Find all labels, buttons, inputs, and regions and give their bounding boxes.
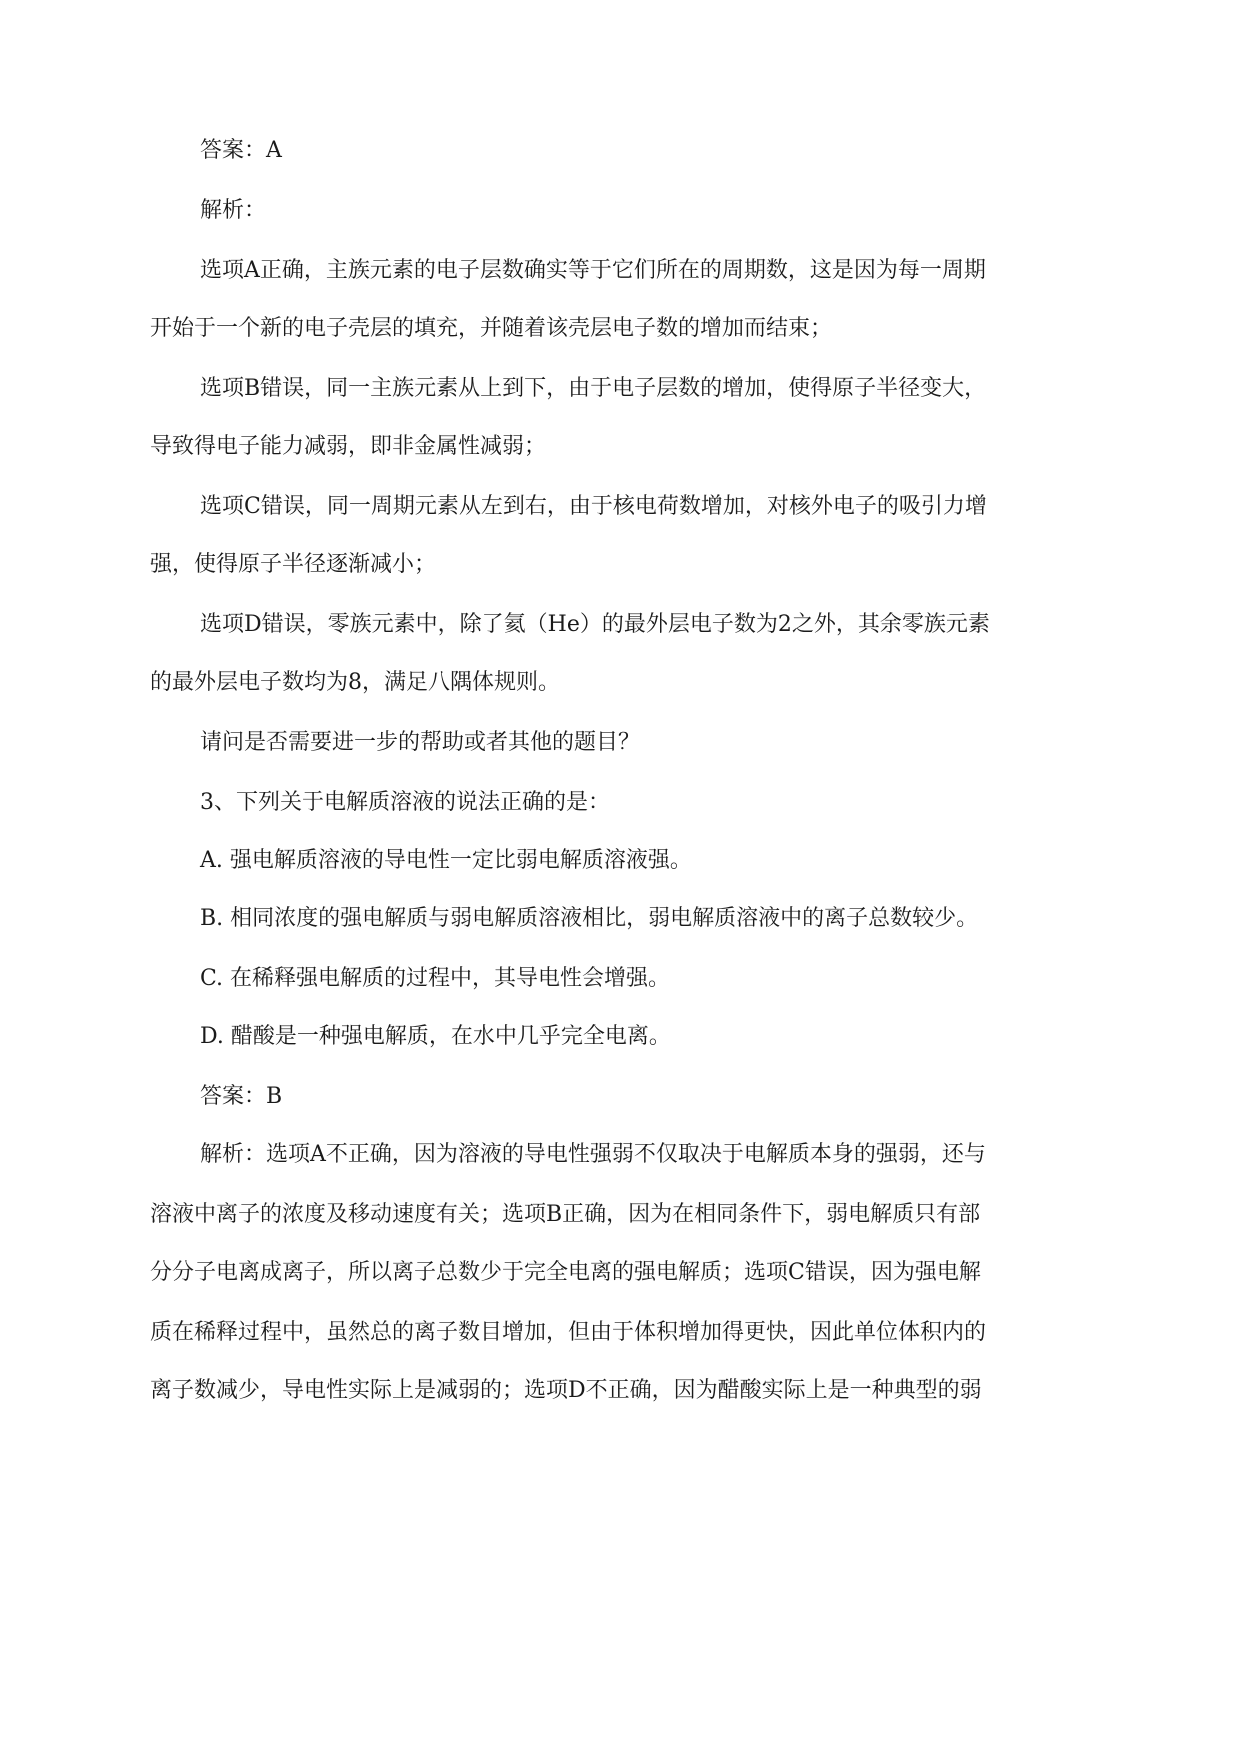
option-d: D. 醋酸是一种强电解质，在水中几乎完全电离。 bbox=[200, 1024, 671, 1049]
paragraph-line: 强，使得原子半径逐渐减小； bbox=[150, 552, 437, 577]
paragraph-line: 选项A正确，主族元素的电子层数确实等于它们所在的周期数，这是因为每一周期 bbox=[200, 258, 986, 283]
paragraph-line: 选项C错误，同一周期元素从左到右，由于核电荷数增加，对核外电子的吸引力增 bbox=[200, 494, 987, 519]
analysis-label-1: 解析： bbox=[200, 198, 267, 223]
followup-question: 请问是否需要进一步的帮助或者其他的题目？ bbox=[200, 730, 641, 755]
answer-label-1: 答案：A bbox=[200, 138, 282, 163]
analysis-line: 质在稀释过程中，虽然总的离子数目增加，但由于体积增加得更快，因此单位体积内的 bbox=[150, 1320, 987, 1345]
option-a: A. 强电解质溶液的导电性一定比弱电解质溶液强。 bbox=[200, 848, 692, 873]
paragraph-line: 的最外层电子数均为8，满足八隅体规则。 bbox=[150, 670, 560, 695]
analysis-line: 解析：选项A不正确，因为溶液的导电性强弱不仅取决于电解质本身的强弱，还与 bbox=[200, 1142, 986, 1167]
analysis-line: 离子数减少，导电性实际上是减弱的；选项D不正确，因为醋酸实际上是一种典型的弱 bbox=[150, 1378, 982, 1403]
analysis-line: 溶液中离子的浓度及移动速度有关；选项B正确，因为在相同条件下，弱电解质只有部 bbox=[150, 1202, 981, 1227]
option-b: B. 相同浓度的强电解质与弱电解质溶液相比，弱电解质溶液中的离子总数较少。 bbox=[200, 906, 979, 931]
paragraph-line: 选项B错误，同一主族元素从上到下，由于电子层数的增加，使得原子半径变大， bbox=[200, 376, 987, 401]
paragraph-line: 开始于一个新的电子壳层的填充，并随着该壳层电子数的增加而结束； bbox=[150, 316, 833, 341]
paragraph-line: 导致得电子能力减弱，即非金属性减弱； bbox=[150, 434, 547, 459]
question-stem: 3、下列关于电解质溶液的说法正确的是： bbox=[200, 790, 610, 815]
analysis-line: 分分子电离成离子，所以离子总数少于完全电离的强电解质；选项C错误，因为强电解 bbox=[150, 1260, 981, 1285]
option-c: C. 在稀释强电解质的过程中，其导电性会增强。 bbox=[200, 966, 671, 991]
answer-label-2: 答案：B bbox=[200, 1084, 283, 1109]
paragraph-line: 选项D错误，零族元素中，除了氦（He）的最外层电子数为2之外，其余零族元素 bbox=[200, 612, 990, 637]
